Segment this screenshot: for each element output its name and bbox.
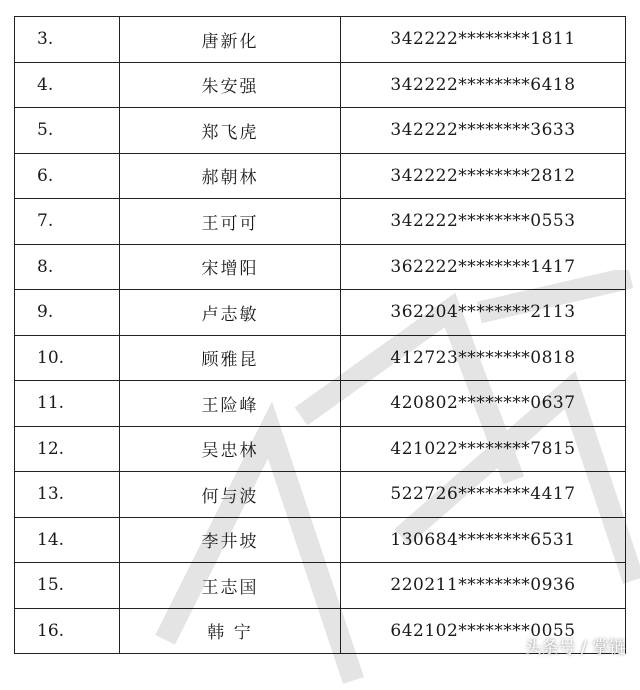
person-name: 卢志敏	[120, 290, 341, 336]
id-number: 130684********6531	[341, 517, 626, 563]
id-number: 421022********7815	[341, 426, 626, 472]
person-name: 宋增阳	[120, 244, 341, 290]
name-id-table	[14, 16, 626, 654]
id-number: 342222********1811	[341, 17, 626, 63]
table-row	[15, 517, 626, 563]
row-number: 15.	[15, 563, 120, 609]
id-number: 342222********6418	[341, 62, 626, 108]
id-number: 412723********0818	[341, 335, 626, 381]
person-name: 王险峰	[120, 381, 341, 427]
row-number: 3.	[15, 17, 120, 63]
person-name: 朱安强	[120, 62, 341, 108]
person-name: 郝朝林	[120, 153, 341, 199]
row-number: 8.	[15, 244, 120, 290]
id-number: 362222********1417	[341, 244, 626, 290]
person-name: 郑飞虎	[120, 108, 341, 154]
person-name: 王可可	[120, 199, 341, 245]
table-row	[15, 17, 626, 63]
table-row	[15, 62, 626, 108]
person-name: 韩 宁	[120, 608, 341, 654]
table-row	[15, 290, 626, 336]
row-number: 13.	[15, 472, 120, 518]
id-number: 342222********2812	[341, 153, 626, 199]
row-number: 10.	[15, 335, 120, 381]
row-number: 14.	[15, 517, 120, 563]
footer-watermark-text: 头条号 / 掌链	[524, 638, 626, 658]
table-row	[15, 472, 626, 518]
id-number: 522726********4417	[341, 472, 626, 518]
table-row	[15, 381, 626, 427]
row-number: 7.	[15, 199, 120, 245]
id-number: 420802********0637	[341, 381, 626, 427]
row-number: 16.	[15, 608, 120, 654]
table-body	[15, 17, 626, 654]
table-row	[15, 244, 626, 290]
person-name: 吴忠林	[120, 426, 341, 472]
person-name: 顾雅昆	[120, 335, 341, 381]
table-row	[15, 199, 626, 245]
person-name: 唐新化	[120, 17, 341, 63]
table-row	[15, 426, 626, 472]
row-number: 9.	[15, 290, 120, 336]
row-number: 11.	[15, 381, 120, 427]
id-number: 220211********0936	[341, 563, 626, 609]
person-name: 何与波	[120, 472, 341, 518]
id-number: 362204********2113	[341, 290, 626, 336]
id-number: 342222********3633	[341, 108, 626, 154]
person-name: 王志国	[120, 563, 341, 609]
id-number: 642102********0055	[341, 608, 626, 654]
table-row	[15, 153, 626, 199]
table-row	[15, 108, 626, 154]
person-name: 李井坡	[120, 517, 341, 563]
table-row	[15, 563, 626, 609]
id-number: 342222********0553	[341, 199, 626, 245]
row-number: 5.	[15, 108, 120, 154]
table-row	[15, 335, 626, 381]
row-number: 12.	[15, 426, 120, 472]
row-number: 4.	[15, 62, 120, 108]
row-number: 6.	[15, 153, 120, 199]
